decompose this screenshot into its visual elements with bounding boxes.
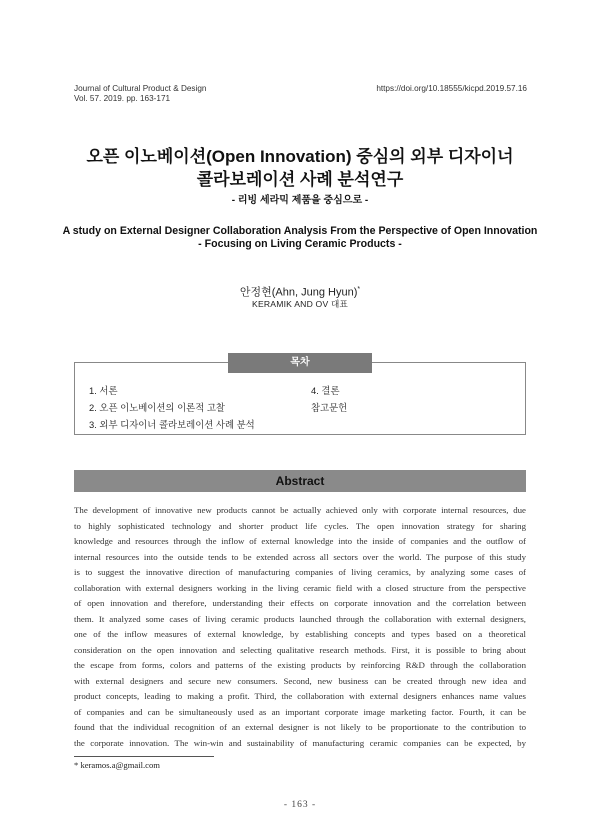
abstract-line: is to suggest the innovative direction of manufacturing companies of living ceramics, by analyzing some cases of [74,567,526,577]
toc-item[interactable]: 참고문헌 [311,402,348,413]
abstract-line: with external designers and secure new consumers. Second, new business can be created through new idea and [74,675,526,686]
korean-title-line2: 콜라보레이션 사례 분석연구 [196,170,404,189]
journal-header [74,84,206,104]
abstract-line: them. It analyzed some cases of living ceramic products launched through the collaboration with external designers, [74,613,526,624]
journal-name: Journal of Cultural Product & Design [74,84,207,93]
abstract-line: consideration on the open innovation and selecting qualitative research methods. First, it is possible to bring about [74,644,526,655]
abstract-line: collaboration with external designers working in the living ceramic field with a closed structure from the perspective [74,582,526,593]
english-title-line1: A study on External Designer Collaboration Analysis From the Perspective of Open Innovation [62,225,538,237]
english-title-line2: - Focusing on Living Ceramic Products - [198,238,402,250]
author-footnote-mark: * [357,286,361,293]
abstract-line: the corporate innovation. The win-win and sustainability of manufacturing ceramic companies can be expected, by [74,737,526,748]
toc-item[interactable]: 1. 서론 [89,385,118,396]
doi-link[interactable]: https://doi.org/10.18555/kicpd.2019.57.16 [376,84,527,93]
toc-item[interactable]: 4. 결론 [311,385,340,396]
abstract-line: of open innovation and therefore, understanding their effects on corporate innovation and the correlation between [74,598,526,608]
abstract-body [74,503,526,751]
footnote-email: * keramos.a@gmail.com [74,760,160,770]
toc-heading: 목차 [228,353,372,373]
abstract-line: to highly sophisticated technology and shorter product life cycles. The open innovation strategy for sharing [74,520,526,531]
journal-volume: Vol. 57. 2019. pp. 163-171 [74,94,171,103]
abstract-line: found that the individual recognition of an external designer is not likely to be proportionate to the contribution to [74,722,526,732]
toc-item[interactable]: 3. 외부 디자이너 콜라보레이션 사례 분석 [89,419,255,430]
author-affiliation: KERAMIK AND OV 대표 [252,299,348,309]
abstract-line: product concepts, leading to making a profit. Third, the collaboration with external designers enhances name values [74,691,526,701]
korean-title-line1: 오픈 이노베이션(Open Innovation) 중심의 외부 디자이너 [86,147,514,166]
abstract-line: of companies and can be simultaneously used as an important corporate image marketing factor. Fourth, it can be [74,706,526,717]
abstract-line: the escape from forms, colors and patterns of the existing products by reinforcing R&D through the collaboration [74,660,526,670]
abstract-heading: Abstract [74,470,526,492]
abstract-line: one of the inflow measures of external knowledge, by establishing concepts and types based on a theoretical [74,629,526,639]
abstract-line: knowledge and resources through the inflow of external knowledge into the inside of companies and the outflow of [74,536,526,546]
toc-item[interactable]: 2. 오픈 이노베이션의 이론적 고찰 [89,402,225,413]
abstract-line: The development of innovative new products cannot be actually achieved only with corporate internal resources, due [74,505,526,515]
footnote-rule [74,756,214,757]
korean-subtitle: - 리빙 세라믹 제품을 중심으로 - [231,195,369,206]
author-line [40,283,560,300]
page-number: - 163 - [283,800,317,810]
doi-header [376,84,527,94]
author-name: 안정현(Ahn, Jung Hyun) [239,286,358,299]
abstract-line: internal resources into the outside tends to be extended across all sectors over the world. The purpose of this study [74,551,526,562]
